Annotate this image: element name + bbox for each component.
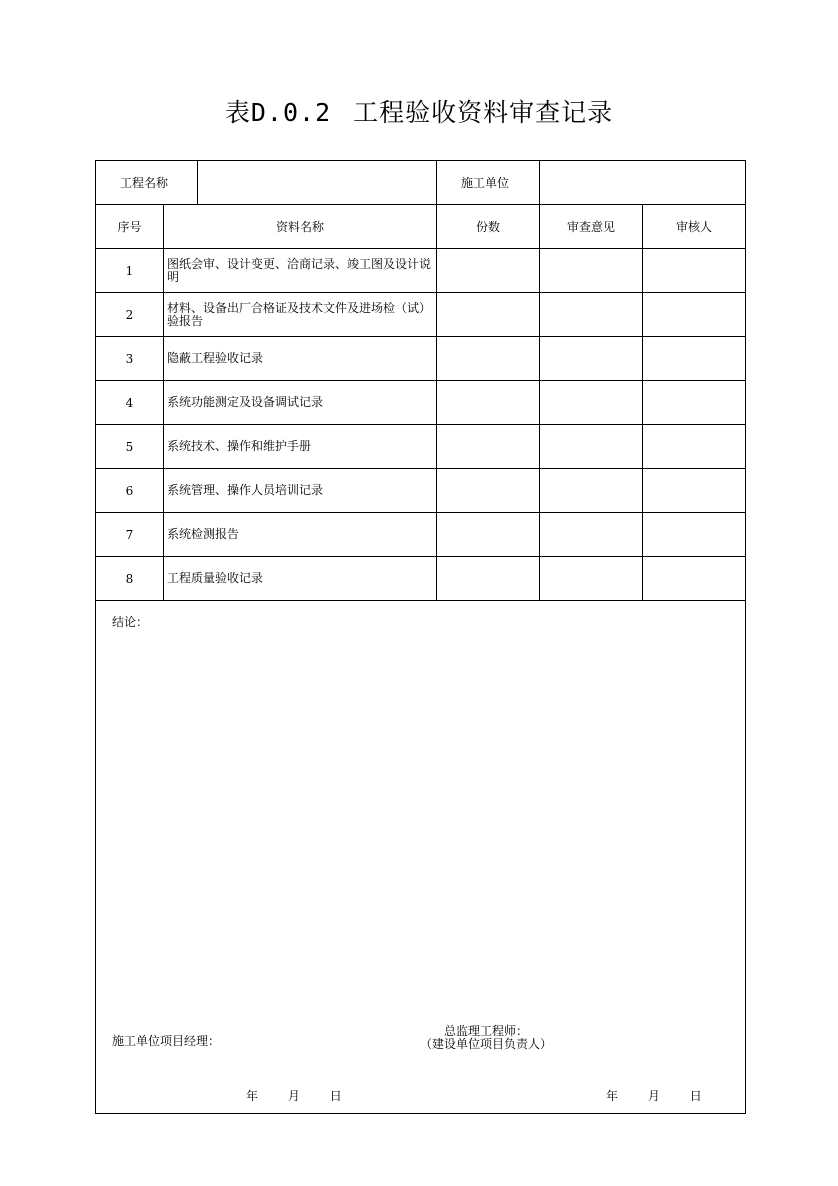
review-form-table (95, 160, 746, 1114)
form-code: 表D.0.2 (224, 98, 332, 127)
copies-cell[interactable] (437, 557, 540, 601)
col-header-copies: 份数 (437, 205, 540, 249)
row-number: 8 (96, 557, 164, 601)
row-number: 1 (96, 249, 164, 293)
supervisor-date (606, 1087, 702, 1104)
table-row (96, 381, 746, 425)
doc-name-cell: 系统功能测定及设备调试记录 (164, 381, 437, 425)
conclusion-section[interactable] (96, 601, 746, 1114)
table-row (96, 249, 746, 293)
manager-date (246, 1087, 342, 1104)
table-row (96, 513, 746, 557)
copies-cell[interactable] (437, 381, 540, 425)
date-year-label: 年 (606, 1089, 619, 1103)
table-row (96, 337, 746, 381)
conclusion-label: 结论： (112, 615, 149, 629)
date-month-label: 月 (287, 1089, 300, 1103)
reviewer-cell[interactable] (643, 557, 746, 601)
copies-cell[interactable] (437, 425, 540, 469)
date-day-label: 日 (329, 1089, 342, 1103)
doc-name-cell: 隐蔽工程验收记录 (164, 337, 437, 381)
table-row (96, 557, 746, 601)
project-name-label: 工程名称 (96, 161, 198, 205)
header-row (96, 161, 746, 205)
reviewer-cell[interactable] (643, 469, 746, 513)
date-year-label: 年 (246, 1089, 259, 1103)
form-title-text: 工程验收资料审查记录 (353, 98, 614, 127)
table-row (96, 293, 746, 337)
reviewer-cell[interactable] (643, 293, 746, 337)
table-row (96, 469, 746, 513)
opinion-cell[interactable] (540, 557, 643, 601)
table-row (96, 425, 746, 469)
col-header-seq: 序号 (96, 205, 164, 249)
reviewer-cell[interactable] (643, 381, 746, 425)
opinion-cell[interactable] (540, 381, 643, 425)
opinion-cell[interactable] (540, 513, 643, 557)
copies-cell[interactable] (437, 513, 540, 557)
doc-name-cell: 系统技术、操作和维护手册 (164, 425, 437, 469)
column-header-row (96, 205, 746, 249)
opinion-cell[interactable] (540, 249, 643, 293)
opinion-cell[interactable] (540, 337, 643, 381)
doc-name-cell: 系统检测报告 (164, 513, 437, 557)
reviewer-cell[interactable] (643, 249, 746, 293)
row-number: 3 (96, 337, 164, 381)
row-number: 5 (96, 425, 164, 469)
doc-name-cell: 图纸会审、设计变更、洽商记录、竣工图及设计说明 (164, 249, 437, 293)
doc-name-cell: 工程质量验收记录 (164, 557, 437, 601)
col-header-reviewer: 审核人 (643, 205, 746, 249)
opinion-cell[interactable] (540, 469, 643, 513)
opinion-cell[interactable] (540, 293, 643, 337)
row-number: 7 (96, 513, 164, 557)
row-number: 2 (96, 293, 164, 337)
conclusion-row (96, 601, 746, 1114)
project-manager-label: 施工单位项目经理： (112, 1034, 221, 1048)
contractor-label: 施工单位 (437, 161, 540, 205)
reviewer-cell[interactable] (643, 513, 746, 557)
opinion-cell[interactable] (540, 425, 643, 469)
owner-representative-label: （建设单位项目负责人） (419, 1037, 552, 1051)
page-title (0, 96, 838, 130)
doc-name-cell: 系统管理、操作人员培训记录 (164, 469, 437, 513)
project-name-field[interactable] (198, 161, 437, 205)
chief-supervisor-label: 总监理工程师： (443, 1024, 528, 1038)
copies-cell[interactable] (437, 337, 540, 381)
doc-name-cell: 材料、设备出厂合格证及技术文件及进场检（试）验报告 (164, 293, 437, 337)
contractor-field[interactable] (540, 161, 746, 205)
copies-cell[interactable] (437, 249, 540, 293)
row-number: 6 (96, 469, 164, 513)
col-header-review-opinion: 审查意见 (540, 205, 643, 249)
copies-cell[interactable] (437, 469, 540, 513)
col-header-doc-name: 资料名称 (164, 205, 437, 249)
reviewer-cell[interactable] (643, 425, 746, 469)
chief-supervisor-block (416, 1025, 556, 1051)
row-number: 4 (96, 381, 164, 425)
copies-cell[interactable] (437, 293, 540, 337)
date-day-label: 日 (689, 1089, 702, 1103)
date-month-label: 月 (647, 1089, 660, 1103)
reviewer-cell[interactable] (643, 337, 746, 381)
